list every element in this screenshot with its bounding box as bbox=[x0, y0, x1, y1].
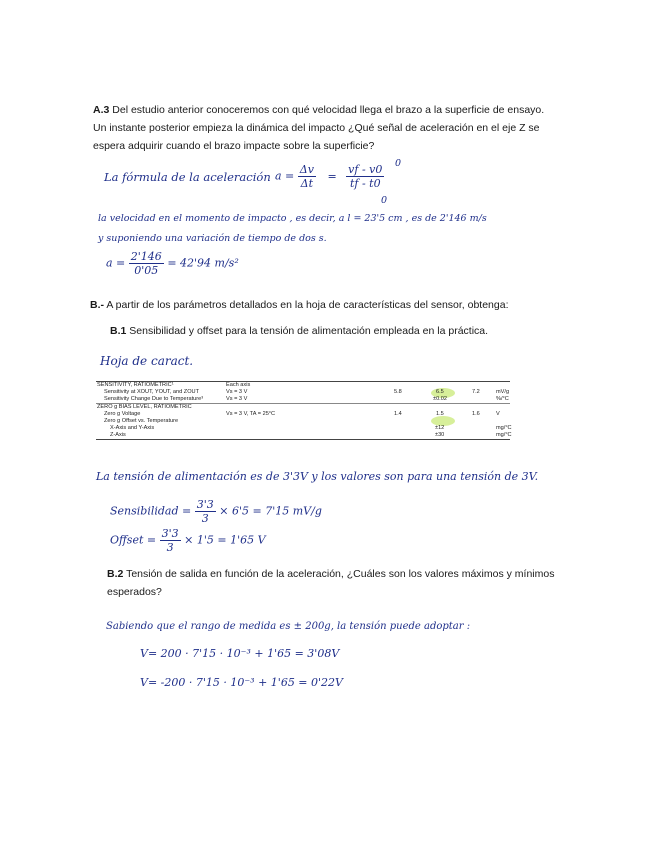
hw-sens-num: 3'3 bbox=[196, 498, 214, 511]
question-a3 bbox=[93, 101, 563, 155]
hw-a-eq: a = bbox=[275, 169, 295, 183]
hw-a-calc-fraction bbox=[129, 250, 164, 277]
hw-hoja-caract: Hoja de caract. bbox=[100, 354, 194, 368]
spec-row: Sensitivity at XOUT, YOUT, and ZOUT Vs = 3 V 5.8 6.5 7.2 mV/g bbox=[104, 389, 510, 395]
spec-row: SENSITIVITY, RATIOMETRIC¹ Each axis bbox=[97, 382, 251, 388]
question-b2-number: B.2 bbox=[107, 568, 124, 580]
hw-sens-label: Sensibilidad = bbox=[110, 504, 192, 518]
hw-off-fraction bbox=[160, 527, 181, 554]
hw-dt: Δt bbox=[300, 177, 314, 190]
question-b1-number: B.1 bbox=[110, 325, 127, 337]
hw-offset bbox=[110, 527, 266, 554]
spec-row: Zero g Voltage Vs = 3 V, TA = 25°C 1.4 1.5 1.6 V bbox=[104, 411, 500, 417]
hw-eq2: = bbox=[327, 169, 337, 183]
spec-row: Zero g Offset vs. Temperature bbox=[104, 418, 179, 424]
hw-vf-tf-fraction bbox=[346, 163, 384, 190]
hw-off-rest: × 1'5 = 1'65 V bbox=[184, 533, 266, 547]
hw-dv-dt-fraction bbox=[298, 163, 316, 190]
hw-off-label: Offset = bbox=[110, 533, 157, 547]
question-a3-number: A.3 bbox=[93, 104, 110, 116]
hw-vf-num: vf - v0 bbox=[348, 163, 383, 176]
hw-a-calc-lhs: a = bbox=[106, 256, 126, 270]
hw-rango-line: Sabiendo que el rango de medida es ± 200g, la tensión puede adoptar : bbox=[106, 621, 471, 632]
spec-row: Z-Axis ±30 mg/°C bbox=[110, 432, 512, 438]
question-a3-line1: A.3 Del estudio anterior conoceremos con qué velocidad llega el brazo a la superficie de ensayo. bbox=[93, 104, 545, 116]
spec-row: ZERO g BIAS LEVEL, RATIOMETRIC bbox=[96, 403, 510, 411]
question-b bbox=[90, 296, 570, 314]
question-b2-line2: esperados? bbox=[107, 586, 162, 598]
hw-accel-formula bbox=[275, 163, 384, 190]
hw-sens-den: 3 bbox=[201, 512, 209, 525]
hw-a-result: = 42'94 m/s² bbox=[167, 256, 239, 270]
question-a3-line2: Un instante posterior empieza la dinámica del impacto ¿Qué señal de aceleración en el eje Z se bbox=[93, 122, 540, 134]
question-b2-line1: B.2 Tensión de salida en función de la aceleración, ¿Cuáles son los valores máximos y mínimos bbox=[107, 568, 555, 580]
hw-velocity-line1: la velocidad en el momento de impacto , es decir, a l = 23'5 cm , es de 2'146 m/s bbox=[98, 213, 487, 224]
hw-tension-line: La tensión de alimentación es de 3'3V y los valores son para una tensión de 3V. bbox=[96, 470, 539, 483]
spec-row: X-Axis and Y-Axis ±12 mg/°C bbox=[110, 425, 512, 431]
hw-sens-rest: × 6'5 = 7'15 mV/g bbox=[219, 504, 322, 518]
hw-zero-bottom: 0 bbox=[381, 195, 388, 206]
question-b1 bbox=[110, 322, 570, 340]
question-b-number: B.- bbox=[90, 299, 104, 311]
hw-velocity-line2: y suponiendo una variación de tiempo de dos s. bbox=[98, 233, 327, 244]
hw-a-den: 0'05 bbox=[134, 264, 159, 277]
question-b2 bbox=[107, 565, 567, 601]
hw-sensibilidad bbox=[110, 498, 322, 525]
question-b1-text: Sensibilidad y offset para la tensión de alimentación empleada en la práctica. bbox=[129, 325, 489, 337]
hw-dv: Δv bbox=[299, 163, 314, 176]
hw-sens-fraction bbox=[195, 498, 216, 525]
hw-off-num: 3'3 bbox=[161, 527, 179, 540]
hw-formula-label: La fórmula de la aceleración bbox=[104, 170, 271, 184]
question-a3-line3: espera adquirir cuando el brazo impacte sobre la superficie? bbox=[93, 140, 375, 152]
hw-tf-den: tf - t0 bbox=[349, 177, 381, 190]
hw-vmax: V= 200 · 7'15 · 10⁻³ + 1'65 = 3'08V bbox=[140, 647, 340, 660]
spec-row: Sensitivity Change Due to Temperature³ Vs = 3 V ±0.02 %/°C bbox=[104, 396, 509, 402]
hw-a-num: 2'146 bbox=[130, 250, 162, 263]
question-b-text: A partir de los parámetros detallados en la hoja de características del sensor, obtenga: bbox=[106, 299, 509, 311]
spec-table bbox=[96, 381, 510, 440]
hw-vmin: V= -200 · 7'15 · 10⁻³ + 1'65 = 0'22V bbox=[140, 676, 343, 689]
hw-accel-calc bbox=[106, 250, 239, 277]
hw-zero-top: 0 bbox=[395, 158, 402, 169]
hw-off-den: 3 bbox=[166, 541, 174, 554]
